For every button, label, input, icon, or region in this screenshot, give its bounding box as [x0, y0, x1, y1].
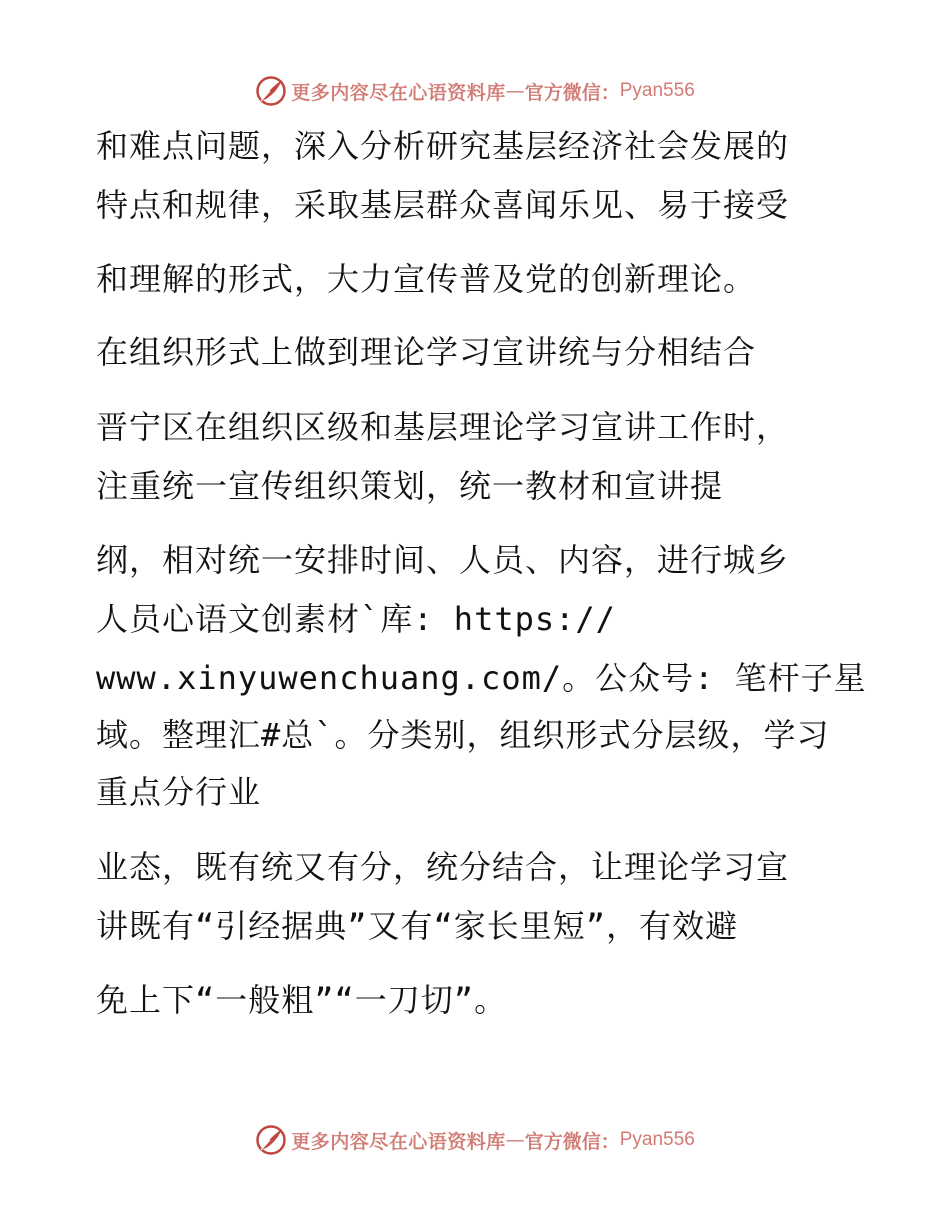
- body-line-7: 纲，相对统一安排时间、人员、内容，进行城乡: [96, 541, 790, 579]
- body-line-2: 特点和规律，采取基层群众喜闻乐见、易于接受: [96, 186, 790, 224]
- body-line-12: 业态，既有统又有分，统分结合，让理论学习宣: [96, 848, 790, 886]
- quill-pen-logo-icon: [255, 75, 287, 107]
- header-dash: —: [505, 80, 525, 102]
- body-line-1: 和难点问题，深入分析研究基层经济社会发展的: [96, 127, 790, 165]
- body-line-8: 人员心语文创素材`库: https://: [96, 600, 616, 638]
- body-line-4: 在组织形式上做到理论学习宣讲统与分相结合: [96, 333, 757, 371]
- header-site-text: 更多内容尽在心语资料库: [291, 81, 506, 104]
- footer-wechat-label: 官方微信：: [524, 1130, 620, 1153]
- header-wechat-id: Pyan556: [619, 80, 695, 101]
- quill-pen-logo-icon: [255, 1124, 287, 1156]
- header-wechat-label: 官方微信：: [524, 81, 620, 104]
- body-line-3: 和理解的形式，大力宣传普及党的创新理论。: [96, 260, 757, 298]
- body-line-5: 晋宁区在组织区级和基层理论学习宣讲工作时，: [96, 408, 790, 446]
- body-line-11: 重点分行业: [96, 773, 262, 811]
- footer-banner: [0, 1120, 950, 1160]
- body-line-10: 域。整理汇#总`。分类别，组织形式分层级，学习: [96, 716, 830, 754]
- body-line-6: 注重统一宣传组织策划，统一教材和宣讲提: [96, 467, 724, 505]
- footer-dash: —: [505, 1129, 525, 1151]
- footer-site-text: 更多内容尽在心语资料库: [291, 1130, 506, 1153]
- body-line-9: www.xinyuwenchuang.com/。公众号: 笔杆子星: [96, 659, 867, 697]
- footer-wechat-id: Pyan556: [619, 1129, 695, 1150]
- body-line-13: 讲既有“引经据典”又有“家长里短”，有效避: [96, 907, 739, 945]
- body-line-14: 免上下“一般粗”“一刀切”。: [96, 981, 508, 1019]
- header-banner: [0, 71, 950, 111]
